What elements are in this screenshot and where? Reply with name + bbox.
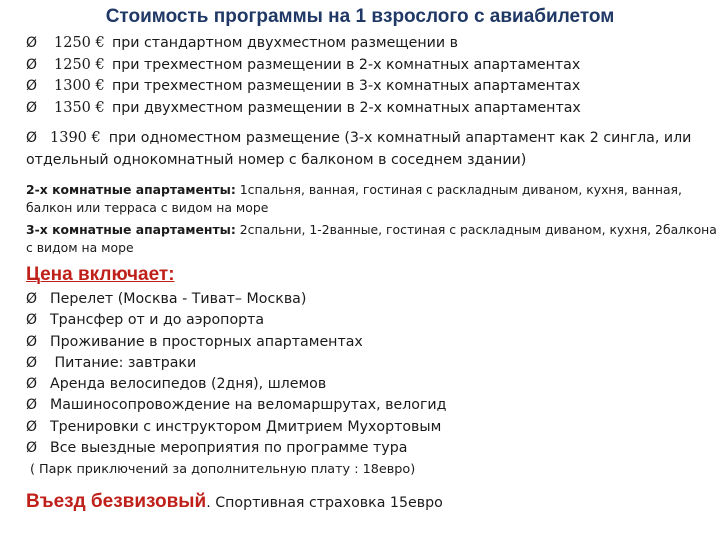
price-item <box>26 98 581 120</box>
included-list <box>26 289 446 459</box>
included-item-text: Машиносопровождение на веломаршрутах, велогид <box>50 397 447 414</box>
included-item-text: Аренда велосипедов (2дня), шлемов <box>50 376 327 393</box>
arrow-bullet-icon: Ø <box>26 35 38 51</box>
included-item-text: Тренировки с инструктором Дмитрием Мухортовым <box>50 418 442 435</box>
included-item-text: Все выездные мероприятия по программе тура <box>50 440 408 457</box>
arrow-bullet-icon: Ø <box>26 291 38 307</box>
single-price-value: 1390 € <box>50 130 101 146</box>
arrow-bullet-icon: Ø <box>26 354 38 371</box>
price-item <box>26 33 581 55</box>
included-item-text: Перелет (Москва - Тиват– Москва) <box>50 291 307 307</box>
apartment-details: 2спальни, 1-2ванные, гостиная с раскладным диваном, кухня, 2балкона с видом на море <box>26 222 717 255</box>
extra-cost-note: ( Парк приключений за дополнительную плату : 18евро) <box>30 462 416 477</box>
included-item <box>26 395 446 416</box>
arrow-bullet-icon: Ø <box>26 130 38 146</box>
included-item <box>26 310 446 331</box>
apartment-details: 1спальня, ванная, гостиная с раскладным диваном, кухня, ванная, балкон или терраса с видом на море <box>26 182 682 215</box>
included-item-text: Трансфер от и до аэропорта <box>50 312 265 329</box>
included-item <box>26 353 446 374</box>
price-description: при двухместном размещении в 2-х комнатных апартаментах <box>112 99 581 116</box>
apartment-label: 2-х комнатные апартаменты: <box>26 182 236 197</box>
price-list <box>26 33 581 119</box>
visa-line <box>26 491 443 513</box>
single-occupancy-item <box>26 127 716 171</box>
price-value: 1350 € <box>54 99 105 116</box>
price-item <box>26 76 581 98</box>
apartment-label: 3-х комнатные апартаменты: <box>26 222 236 237</box>
price-value: 1300 € <box>54 78 105 94</box>
included-heading: Цена включает: <box>26 264 175 285</box>
included-item <box>26 332 446 353</box>
arrow-bullet-icon: Ø <box>26 397 38 414</box>
arrow-bullet-icon: Ø <box>26 440 38 457</box>
page-title: Стоимость программы на 1 взрослого с авиабилетом <box>105 6 615 27</box>
included-item <box>26 438 446 459</box>
arrow-bullet-icon: Ø <box>26 56 38 73</box>
visa-free-label: Въезд безвизовый <box>26 491 207 512</box>
price-value: 1250 € <box>54 35 105 51</box>
insurance-note: . Спортивная страховка 15евро <box>206 495 443 511</box>
apartment-description <box>26 181 718 217</box>
arrow-bullet-icon: Ø <box>26 312 38 329</box>
single-price-description: при одноместном размещение (3-х комнатный апартамент как 2 сингла, или отдельный однокомнатный номер с балконом в соседнем здании) <box>26 130 692 168</box>
arrow-bullet-icon: Ø <box>26 78 38 94</box>
included-item-text: Проживание в просторных апартаментах <box>50 333 363 350</box>
apartment-description <box>26 221 718 257</box>
price-description: при трехместном размещении в 2-х комнатных апартаментах <box>112 56 581 73</box>
price-description: при стандартном двухместном размещении в <box>112 35 458 51</box>
included-item-text: Питание: завтраки <box>50 354 197 371</box>
price-value: 1250 € <box>54 56 105 73</box>
price-item <box>26 55 581 77</box>
included-item <box>26 417 446 438</box>
price-description: при трехместном размещении в 3-х комнатных апартаментах <box>112 78 581 94</box>
arrow-bullet-icon: Ø <box>26 418 38 435</box>
arrow-bullet-icon: Ø <box>26 99 38 116</box>
included-item <box>26 289 446 310</box>
arrow-bullet-icon: Ø <box>26 333 38 350</box>
arrow-bullet-icon: Ø <box>26 376 38 393</box>
included-item <box>26 374 446 395</box>
